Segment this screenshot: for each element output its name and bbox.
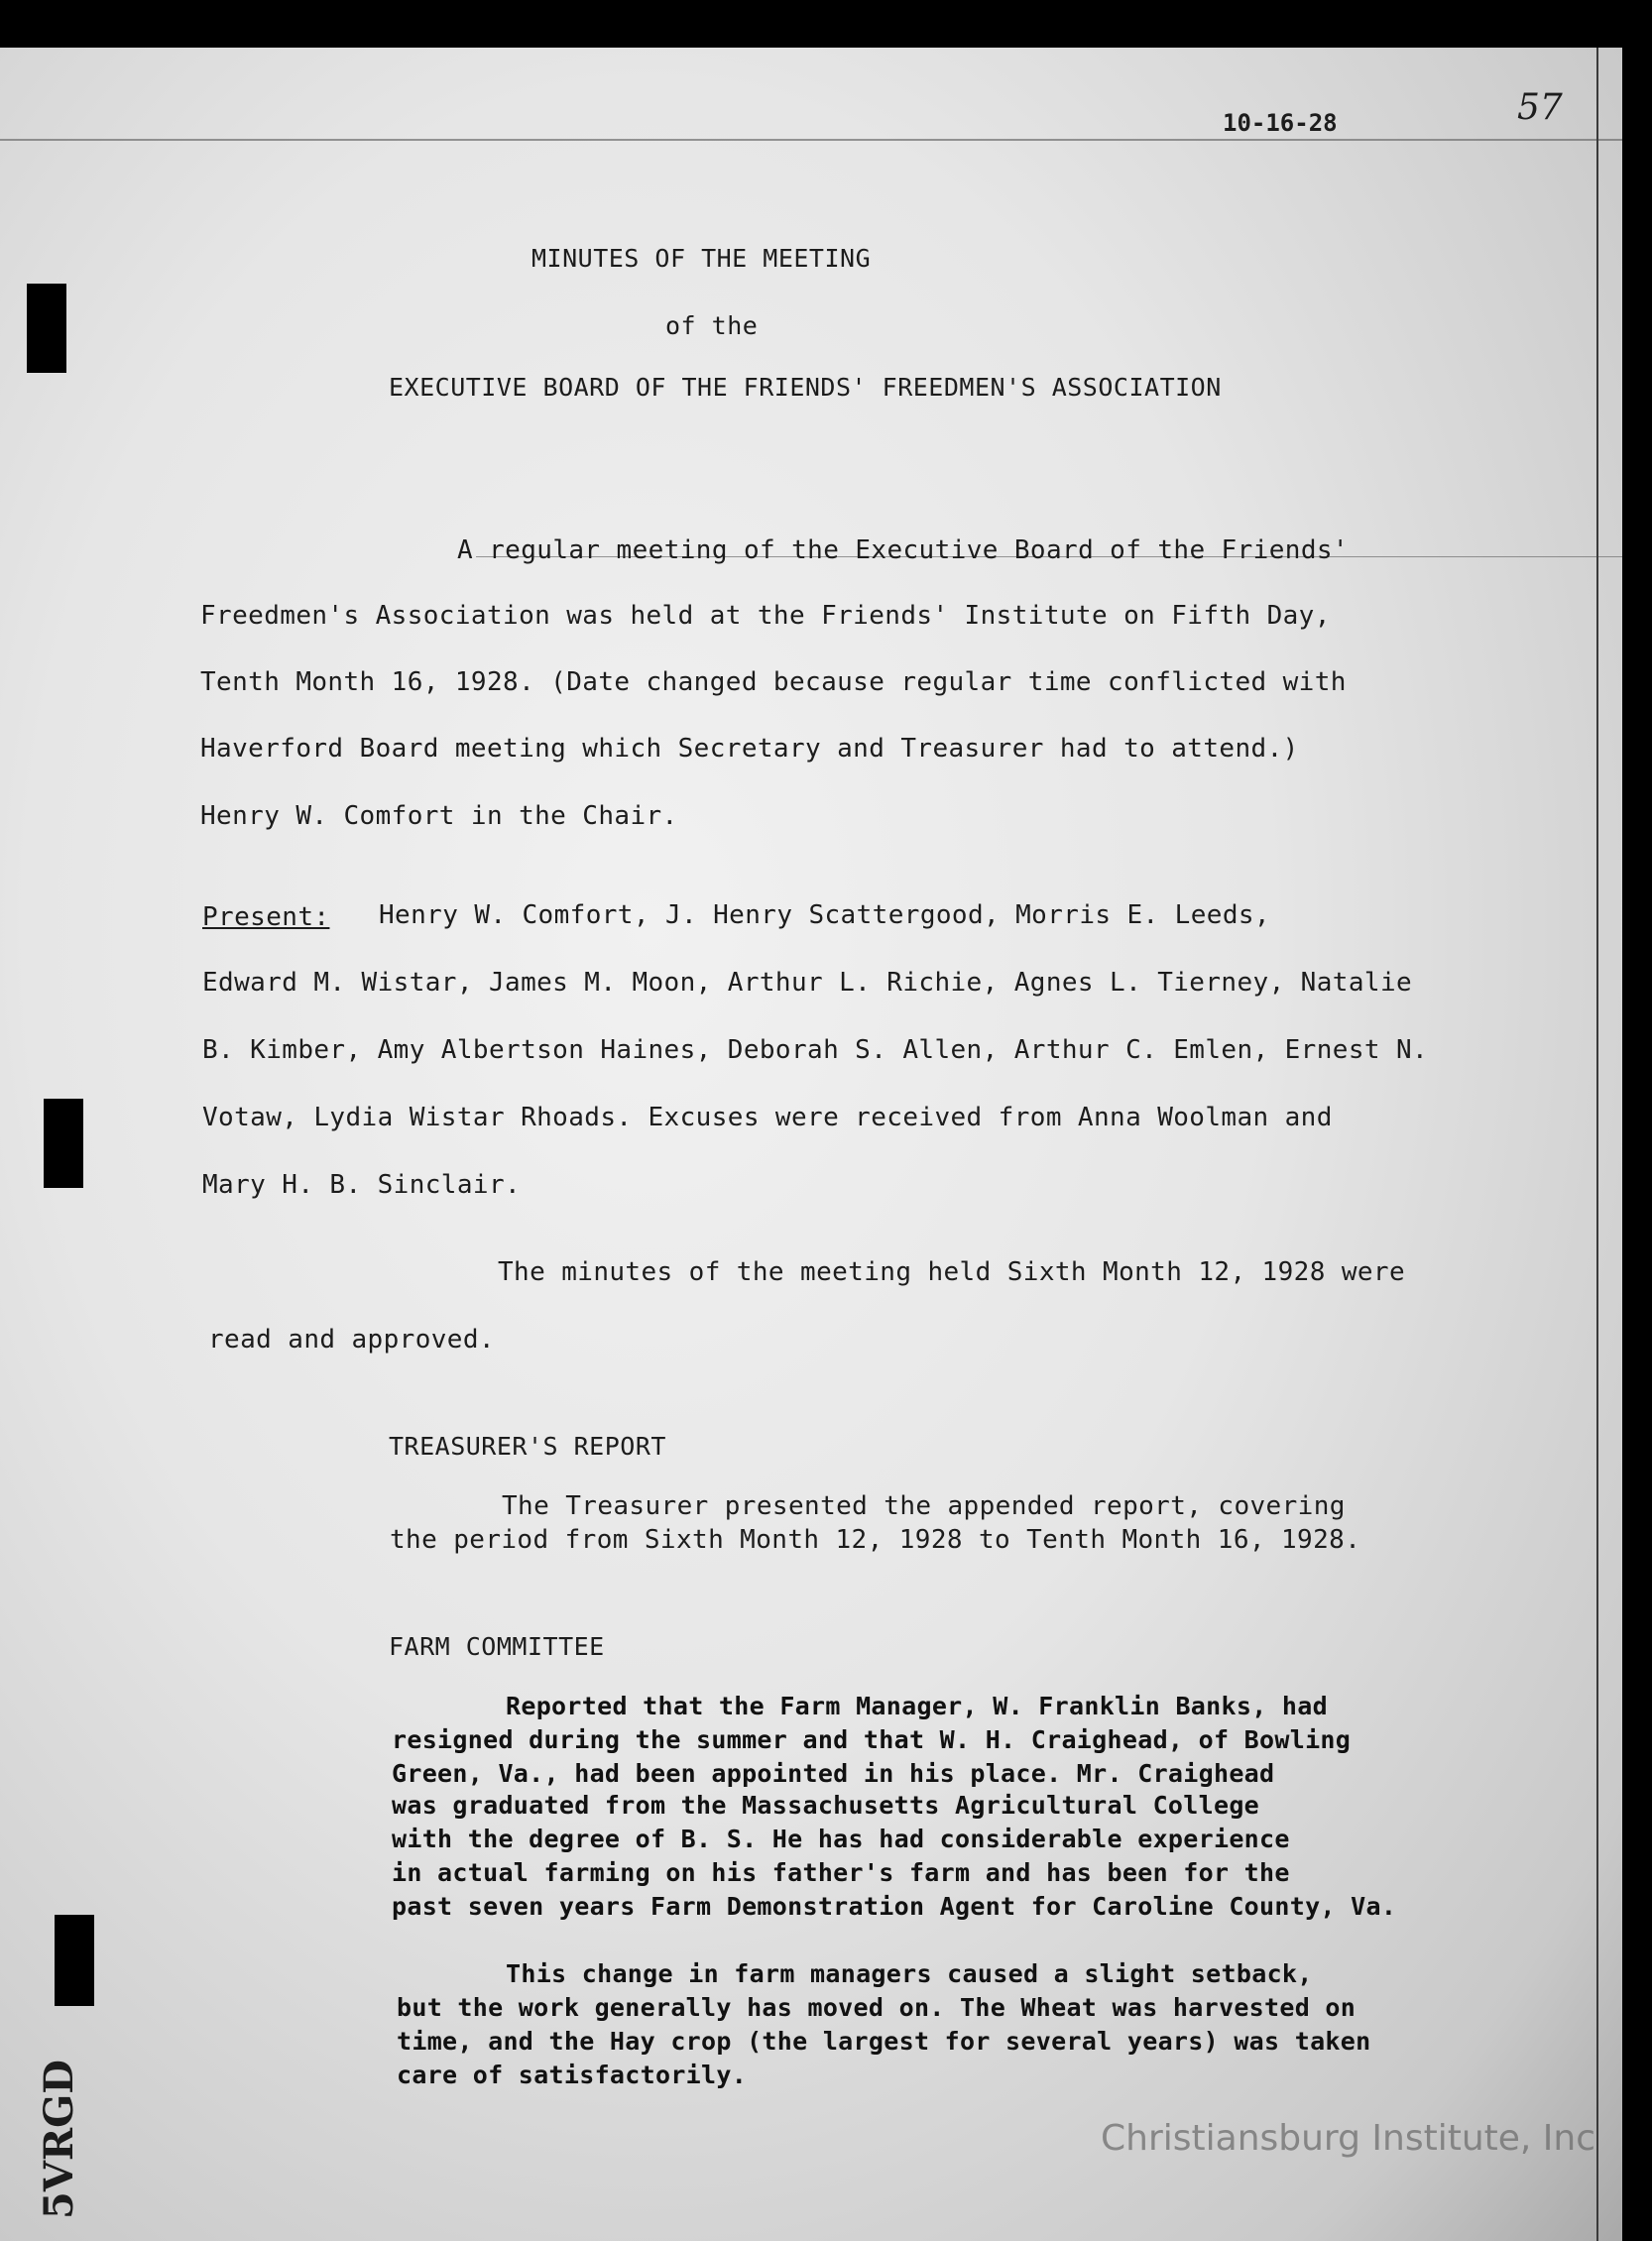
watermark: Christiansburg Institute, Inc [1101,2118,1596,2159]
present-line-4: Votaw, Lydia Wistar Rhoads. Excuses were received from Anna Woolman and [202,1103,1333,1132]
farm-para2-line-1: This change in farm managers caused a slight setback, [506,1959,1313,1988]
document-page [0,48,1622,2241]
present-line-3: B. Kimber, Amy Albertson Haines, Deborah S. Allen, Arthur C. Emlen, Ernest N. [202,1035,1429,1065]
intro-line-5: Henry W. Comfort in the Chair. [200,801,678,831]
farm-para1-line-1: Reported that the Farm Manager, W. Franklin Banks, had [506,1692,1328,1720]
binding-mark-bottom [55,1915,94,2006]
title-line-3: EXECUTIVE BOARD OF THE FRIENDS' FREEDMEN'S ASSOCIATION [389,373,1222,402]
minutes-line-2: read and approved. [208,1325,495,1355]
present-line-1: Henry W. Comfort, J. Henry Scattergood, Morris E. Leeds, [379,900,1270,930]
farm-para1-line-5: with the degree of B. S. He has had considerable experience [392,1825,1290,1853]
intro-line-1: A regular meeting of the Executive Board of the Friends' [457,535,1349,565]
intro-line-3: Tenth Month 16, 1928. (Date changed because regular time conflicted with [200,667,1347,697]
farm-para2-line-3: time, and the Hay crop (the largest for several years) was taken [397,2027,1371,2056]
treasurer-line-2: the period from Sixth Month 12, 1928 to Tenth Month 16, 1928. [390,1525,1361,1555]
binding-mark-top [27,284,66,373]
treasurer-heading: TREASURER'S REPORT [389,1432,666,1461]
present-label: Present: [202,902,330,932]
farm-para1-line-3: Green, Va., had been appointed in his place. Mr. Craighead [392,1759,1275,1788]
title-line-2: of the [665,311,759,340]
binding-mark-middle [44,1099,83,1188]
present-line-5: Mary H. B. Sinclair. [202,1170,522,1200]
farm-para2-line-2: but the work generally has moved on. The Wheat was harvested on [397,1993,1357,2022]
farm-para1-line-6: in actual farming on his father's farm and has been for the [392,1858,1290,1887]
minutes-line-1: The minutes of the meeting held Sixth Month 12, 1928 were [498,1257,1406,1287]
top-rule [0,139,1622,141]
margin-stamp: 5VRGD [36,2060,82,2219]
page-number: 57 [1517,87,1563,128]
treasurer-line-1: The Treasurer presented the appended report, covering [502,1491,1346,1521]
present-line-2: Edward M. Wistar, James M. Moon, Arthur L. Richie, Agnes L. Tierney, Natalie [202,968,1413,998]
intro-line-2: Freedmen's Association was held at the Friends' Institute on Fifth Day, [200,601,1331,631]
meeting-date: 10-16-28 [1223,109,1338,137]
intro-line-4: Haverford Board meeting which Secretary and Treasurer had to attend.) [200,734,1299,764]
farm-para1-line-7: past seven years Farm Demonstration Agent for Caroline County, Va. [392,1892,1397,1921]
title-line-1: MINUTES OF THE MEETING [531,244,872,273]
right-edge-rule [1596,48,1598,2241]
farm-para2-line-4: care of satisfactorily. [397,2061,748,2089]
farm-para1-line-4: was graduated from the Massachusetts Agricultural College [392,1791,1260,1820]
farm-para1-line-2: resigned during the summer and that W. H. Craighead, of Bowling [392,1725,1352,1754]
farm-heading: FARM COMMITTEE [389,1632,605,1661]
